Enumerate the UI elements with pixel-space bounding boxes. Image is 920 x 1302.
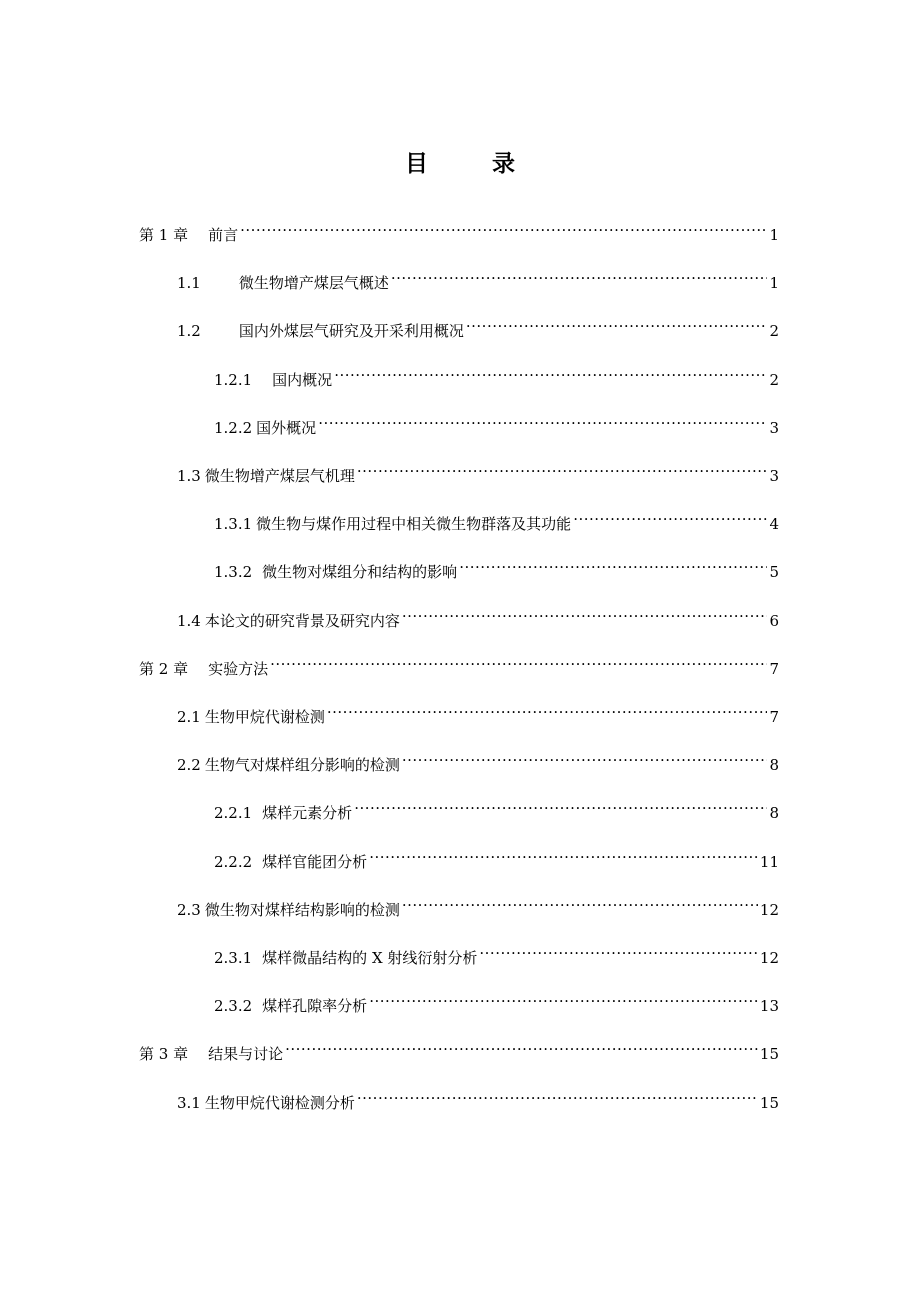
toc-entry[interactable] <box>177 694 779 726</box>
toc-entry-page: 12 <box>759 901 779 919</box>
toc-entry-page: 13 <box>759 997 779 1015</box>
toc-dot-leader <box>459 549 767 577</box>
toc-entry-title: 微生物增产煤层气机理 <box>204 467 355 485</box>
toc-entry-title: 国外概况 <box>256 419 317 437</box>
toc-entry-page: 8 <box>769 804 779 822</box>
toc-entry-title: 实验方法 <box>208 660 269 678</box>
toc-dot-leader <box>285 1031 758 1059</box>
toc-entry[interactable] <box>214 549 779 581</box>
toc-entry-number: 2.1 <box>177 708 201 726</box>
toc-entry[interactable] <box>214 935 779 967</box>
toc-entry[interactable] <box>214 983 779 1015</box>
toc-entry[interactable] <box>214 405 779 437</box>
toc-entry[interactable] <box>177 260 779 292</box>
toc-entry[interactable] <box>214 790 779 822</box>
toc-entry-page: 11 <box>759 853 779 871</box>
toc-entry-title: 生物气对煤样组分影响的检测 <box>204 756 400 774</box>
toc-entry-page: 7 <box>769 708 779 726</box>
toc-entry-number: 3.1 <box>177 1094 201 1112</box>
toc-entry-number: 第 2 章 <box>139 660 189 678</box>
toc-entry-page: 15 <box>759 1094 779 1112</box>
toc-entry-title: 微生物对煤样结构影响的检测 <box>204 901 400 919</box>
toc-entry-title: 国内外煤层气研究及开采利用概况 <box>238 322 464 340</box>
toc-entry-number: 2.3 <box>177 901 201 919</box>
toc-dot-leader <box>573 501 767 529</box>
toc-entry-title: 煤样官能团分析 <box>262 853 368 871</box>
toc-entry-page: 8 <box>769 756 779 774</box>
toc-entry-number: 2.2.1 <box>214 804 253 822</box>
toc-entry[interactable] <box>177 1080 779 1112</box>
toc-entry[interactable] <box>177 308 779 340</box>
toc-entry[interactable] <box>139 646 779 678</box>
toc-entry-title: 生物甲烷代谢检测分析 <box>204 1094 355 1112</box>
toc-entry[interactable] <box>177 453 779 485</box>
toc-dot-leader <box>357 453 768 481</box>
toc-entry-number: 第 1 章 <box>139 226 189 244</box>
toc-entry[interactable] <box>214 839 779 871</box>
toc-entry-number: 第 3 章 <box>139 1045 189 1063</box>
toc-entry-page: 2 <box>769 371 779 389</box>
toc-dot-leader <box>240 212 767 240</box>
toc-entry-title: 本论文的研究背景及研究内容 <box>204 612 400 630</box>
toc-dot-leader <box>270 646 767 674</box>
toc-dot-leader <box>354 790 767 818</box>
toc-entry[interactable] <box>177 598 779 630</box>
toc-entry-title: 结果与讨论 <box>208 1045 284 1063</box>
toc-entry[interactable] <box>139 212 779 244</box>
toc-entry-title: 微生物与煤作用过程中相关微生物群落及其功能 <box>256 515 572 533</box>
toc-entry-number: 1.2 <box>177 322 201 340</box>
toc-entry-title: 煤样微晶结构的 X 射线衍射分析 <box>262 949 478 967</box>
toc-entry-page: 4 <box>769 515 779 533</box>
toc-dot-leader <box>466 308 768 336</box>
toc-dot-leader <box>402 598 768 626</box>
toc-dot-leader <box>391 260 768 288</box>
toc-entry-number: 2.3.2 <box>214 997 253 1015</box>
toc-entry[interactable] <box>177 887 779 919</box>
toc-entry-page: 1 <box>769 274 779 292</box>
toc-entry[interactable] <box>214 357 779 389</box>
toc-entry[interactable] <box>177 742 779 774</box>
toc-entry-number: 1.3.1 <box>214 515 253 533</box>
toc-entry-number: 1.1 <box>177 274 201 292</box>
page-title: 目 录 <box>404 151 543 177</box>
toc-entry[interactable] <box>214 501 779 533</box>
toc-dot-leader <box>334 357 767 385</box>
toc-dot-leader <box>369 983 758 1011</box>
toc-dot-leader <box>327 694 768 722</box>
toc-entry-number: 1.3.2 <box>214 563 253 581</box>
toc-entry-number: 1.3 <box>177 467 201 485</box>
toc-entry-page: 7 <box>769 660 779 678</box>
toc-dot-leader <box>357 1080 758 1108</box>
toc-entry-title: 煤样孔隙率分析 <box>262 997 368 1015</box>
toc-entry-title: 生物甲烷代谢检测 <box>204 708 325 726</box>
toc-entry-number: 1.4 <box>177 612 201 630</box>
toc-entry-number: 1.2.1 <box>214 371 253 389</box>
toc-dot-leader <box>369 839 758 867</box>
toc-dot-leader <box>318 405 767 433</box>
toc-entry-page: 15 <box>759 1045 779 1063</box>
toc-entry-page: 3 <box>769 419 779 437</box>
toc-entry-page: 12 <box>759 949 779 967</box>
toc-entry-number: 2.2.2 <box>214 853 253 871</box>
toc-entry-number: 2.2 <box>177 756 201 774</box>
toc-entry-title: 微生物对煤组分和结构的影响 <box>262 563 458 581</box>
toc-entry-number: 1.2.2 <box>214 419 253 437</box>
toc-dot-leader <box>402 742 768 770</box>
toc-entry-page: 1 <box>769 226 779 244</box>
toc-entry-title: 国内概况 <box>272 371 333 389</box>
toc-entry-number: 2.3.1 <box>214 949 253 967</box>
toc-entry-title: 煤样元素分析 <box>262 804 353 822</box>
toc-entry-page: 6 <box>769 612 779 630</box>
toc-dot-leader <box>402 887 758 915</box>
toc-entry-page: 3 <box>769 467 779 485</box>
toc-dot-leader <box>479 935 758 963</box>
toc-entry-page: 2 <box>769 322 779 340</box>
toc-entry-page: 5 <box>769 563 779 581</box>
toc-entry-title: 前言 <box>208 226 239 244</box>
toc-entry[interactable] <box>139 1031 779 1063</box>
toc-entry-title: 微生物增产煤层气概述 <box>238 274 389 292</box>
